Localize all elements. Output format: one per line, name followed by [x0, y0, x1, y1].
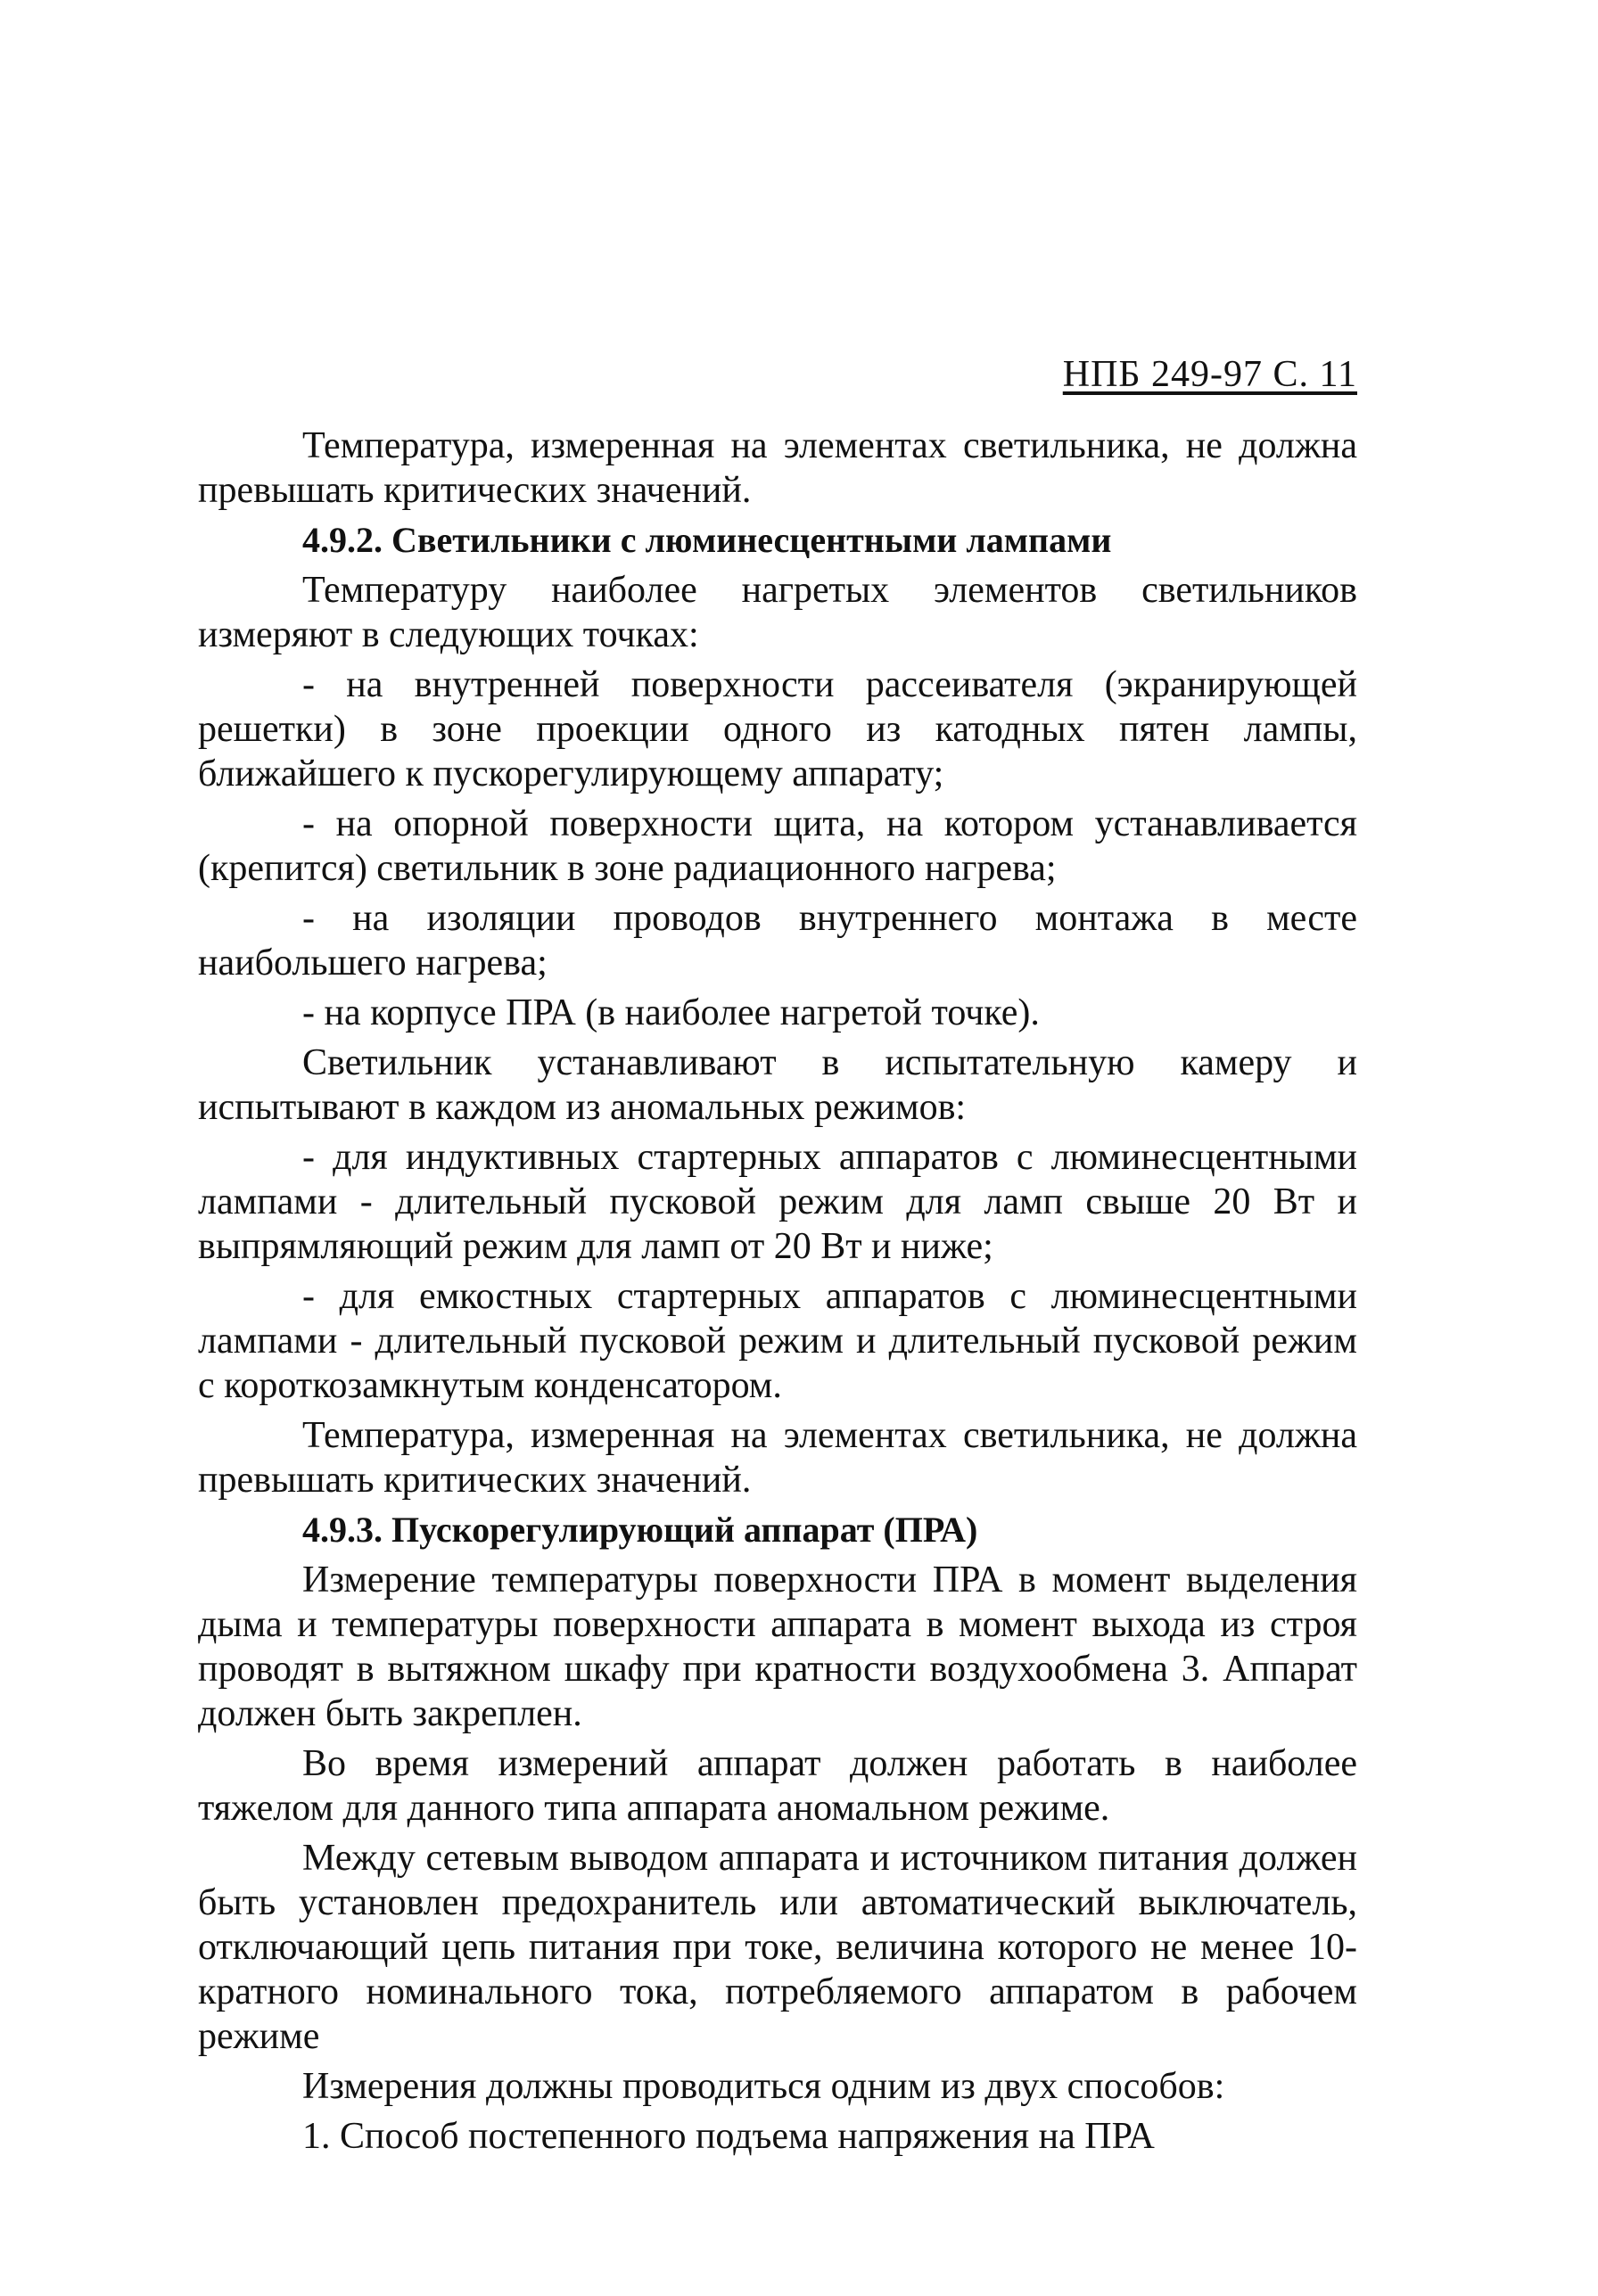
- list-item-inductive-starters: - для индуктивных стартерных аппаратов с люминесцентными лампами - длительный пусковой режим для ламп свыше 20 Вт и выпрямляющий режим для ламп от 20 Вт и ниже;: [198, 1137, 1357, 1267]
- page-header: НПБ 249-97 С. 11: [1062, 354, 1357, 395]
- list-item-capacitive-starters: - для емкостных стартерных аппаратов с люминесцентными лампами - длительный пусковой режим и длительный пусковой режим с короткозамкнутым конденсатором.: [198, 1276, 1357, 1406]
- paragraph-measurement-points-intro: Температуру наиболее нагретых элементов светильников измеряют в следующих точках:: [198, 570, 1357, 655]
- paragraph-fuse-requirement: Между сетевым выводом аппарата и источником питания должен быть установлен предохранитель или автоматический выключатель, отключающий цепь питания при токе, величина которого не менее 10-кратного номинального тока, потребляемого аппаратом в рабочем режиме: [198, 1838, 1357, 2057]
- list-item-diffuser-surface: - на внутренней поверхности рассеивателя (экранирующей решетки) в зоне проекции одного из катодных пятен лампы, ближайшего к пускорегулирующему аппарату;: [198, 664, 1357, 794]
- list-item-wire-insulation: - на изоляции проводов внутреннего монтажа в месте наибольшего нагрева;: [198, 898, 1357, 983]
- numbered-item-voltage-ramp: 1. Способ постепенного подъема напряжения на ПРА: [302, 2116, 1155, 2157]
- document-page: [198, 352, 1357, 2159]
- paragraph-test-chamber: Светильник устанавливают в испытательную камеру и испытывают в каждом из аномальных режимов:: [198, 1042, 1357, 1128]
- paragraph-temperature-limit-2: Температура, измеренная на элементах светильника, не должна превышать критических значений.: [198, 1415, 1357, 1501]
- paragraph-abnormal-mode: Во время измерений аппарат должен работать в наиболее тяжелом для данного типа аппарата аномальном режиме.: [198, 1743, 1357, 1829]
- paragraph-smoke-measurement: Измерение температуры поверхности ПРА в момент выделения дыма и температуры поверхности аппарата в момент выхода из строя проводят в вытяжном шкафу при кратности воздухообмена 3. Аппарат должен быть закреплен.: [198, 1559, 1357, 1734]
- list-item-ballast-housing: - на корпусе ПРА (в наиболее нагретой точке).: [302, 992, 1040, 1033]
- section-heading-4-9-3: 4.9.3. Пускорегулирующий аппарат (ПРА): [302, 1510, 978, 1550]
- section-heading-4-9-2: 4.9.2. Светильники с люминесцентными лампами: [302, 520, 1112, 560]
- list-item-mounting-surface: - на опорной поверхности щита, на котором устанавливается (крепится) светильник в зоне радиационного нагрева;: [198, 803, 1357, 889]
- paragraph-measurement-methods: Измерения должны проводиться одним из двух способов:: [302, 2066, 1225, 2107]
- paragraph-temperature-limit-1: Температура, измеренная на элементах светильника, не должна превышать критических значений.: [198, 425, 1357, 511]
